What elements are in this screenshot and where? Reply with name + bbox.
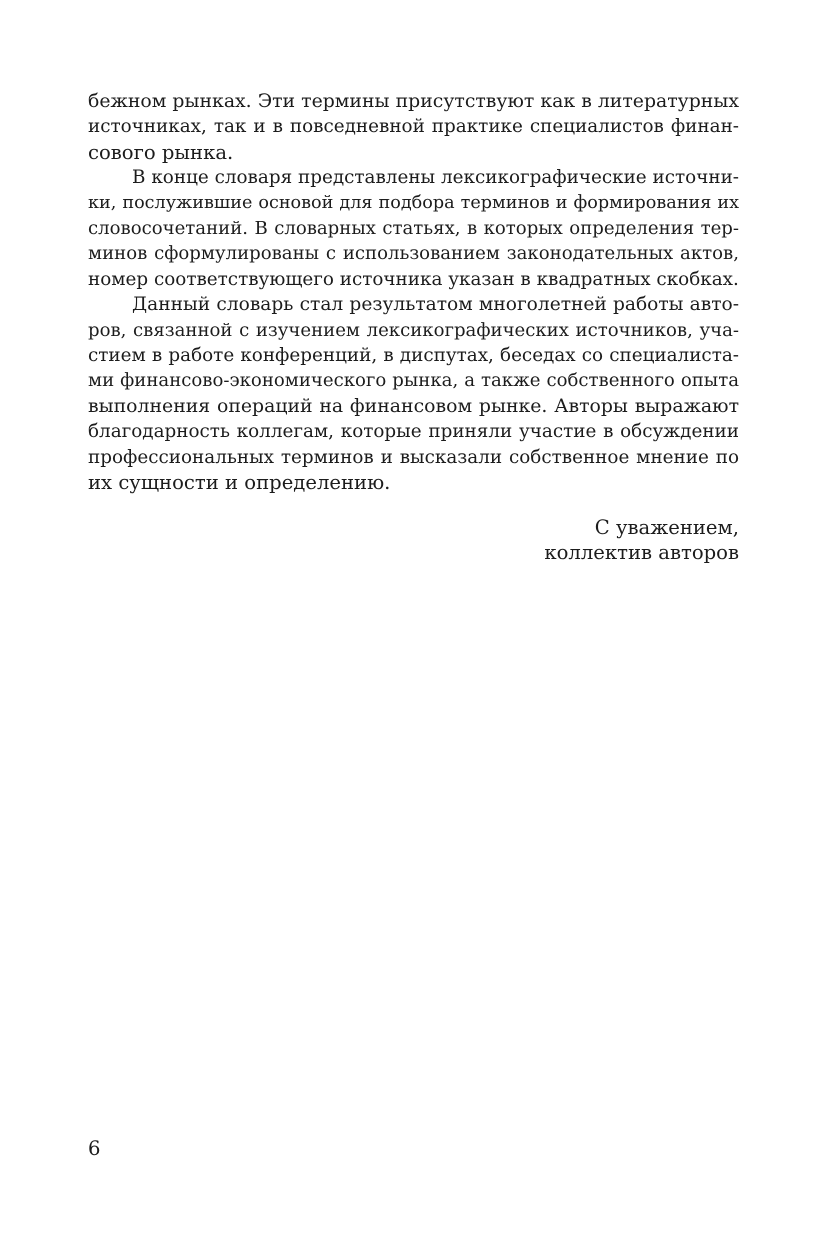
paragraph-3-line-2: ров, связанной с изучением лексикографических источников, уча- [88,319,739,341]
paragraph-1-line-2: источниках, так и в повседневной практике специалистов финан- [88,116,739,138]
signature-authors: коллектив авторов [544,541,739,565]
page-number: 6 [88,1137,101,1160]
paragraph-2-line-1: В конце словаря представлены лексикографические источни- [132,167,739,189]
paragraph-2-line-2: ки, послужившие основой для подбора терминов и формирования их [88,192,739,213]
paragraph-3-line-6: благодарность коллегам, которые приняли участие в обсуждении [88,421,739,443]
paragraph-1-line-1: бежном рынках. Эти термины присутствуют как в литературных [88,91,739,112]
body-text [88,89,739,496]
paragraph-3-line-7: профессиональных терминов и высказали собственное мнение по [88,446,739,468]
paragraph-1-line-3: сового рынка. [88,140,234,164]
paragraph-2-line-4: минов сформулированы с использованием законодательных актов, [88,243,739,265]
paragraph-2-line-5: номер соответствующего источника указан в квадратных скобках. [88,268,739,290]
signature-block [544,515,739,566]
paragraph-3-line-5: выполнения операций на финансовом рынке. Авторы выражают [88,395,739,417]
paragraph-3-line-1: Данный словарь стал результатом многолетней работы авто- [132,294,739,316]
paragraph-3-line-4: ми финансово-экономического рынка, а также собственного опыта [88,370,739,392]
paragraph-2-line-3: словосочетаний. В словарных статьях, в которых определения тер- [88,218,739,240]
paragraph-3-line-3: стием в работе конференций, в диспутах, беседах со специалиста- [88,345,739,367]
signature-greeting: С уважением, [594,516,739,539]
paragraph-3-line-8: их сущности и определению. [88,471,391,495]
